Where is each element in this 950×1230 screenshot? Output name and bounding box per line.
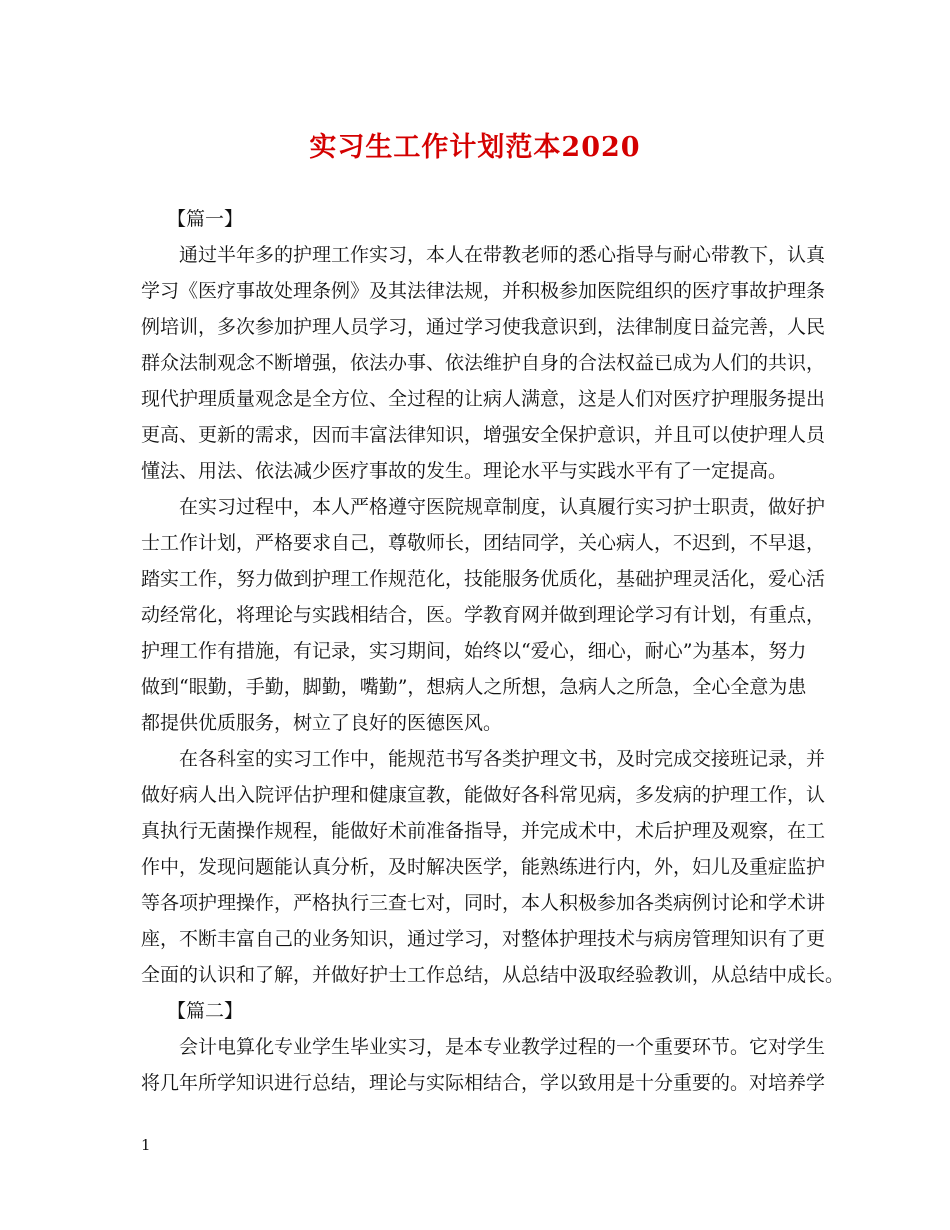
text-line: 学习《医疗事故处理条例》及其法律法规，并积极参加医院组织的医疗事故护理条 (141, 280, 826, 302)
text-line: 例培训，多次参加护理人员学习，通过学习使我意识到，法律制度日益完善，人民 (141, 316, 826, 338)
text-line: 会计电算化专业学生毕业实习，是本专业教学过程的一个重要环节。它对学生 (179, 1036, 826, 1058)
paragraph (141, 237, 826, 489)
text-line: 在各科室的实习工作中，能规范书写各类护理文书，及时完成交接班记录，并 (179, 748, 826, 770)
text-line: 全面的认识和了解，并做好护士工作总结，从总结中汲取经验教训，从总结中成长。 (141, 964, 845, 986)
text-line: 士工作计划，严格要求自己，尊敬师长，团结同学，关心病人，不迟到，不早退， (141, 532, 826, 554)
text-line: 座，不断丰富自己的业务知识，通过学习，对整体护理技术与病房管理知识有了更 (141, 928, 826, 950)
paragraph (141, 489, 826, 741)
document-body (141, 201, 845, 1101)
text-line: 懂法、用法、依法减少医疗事故的发生。理论水平与实践水平有了一定提高。 (141, 460, 788, 482)
text-line: 踏实工作，努力做到护理工作规范化，技能服务优质化，基础护理灵活化，爱心活 (141, 568, 826, 590)
section-heading-2: 【篇二】 (167, 1000, 244, 1022)
paragraph (141, 1029, 826, 1101)
text-line: 作中，发现问题能认真分析，及时解决医学，能熟练进行内，外，妇儿及重症监护 (141, 856, 826, 878)
text-line: 在实习过程中，本人严格遵守医院规章制度，认真履行实习护士职责，做好护 (179, 496, 826, 518)
text-line: 动经常化，将理论与实践相结合，医。学教育网并做到理论学习有计划，有重点， (141, 604, 826, 626)
document-title: 实习生工作计划范本2020 (309, 132, 641, 163)
text-line: 现代护理质量观念是全方位、全过程的让病人满意，这是人们对医疗护理服务提出 (141, 388, 826, 410)
section-heading-1: 【篇一】 (167, 208, 244, 230)
text-line: 做到“眼勤，手勤，脚勤，嘴勤”，想病人之所想，急病人之所急，全心全意为患 (141, 676, 807, 698)
text-line: 做好病人出入院评估护理和健康宣教，能做好各科常见病，多发病的护理工作，认 (141, 784, 826, 806)
text-line: 等各项护理操作，严格执行三查七对，同时，本人积极参加各类病例讨论和学术讲 (141, 892, 826, 914)
text-line: 通过半年多的护理工作实习，本人在带教老师的悉心指导与耐心带教下，认真 (179, 244, 826, 266)
text-line: 护理工作有措施，有记录，实习期间，始终以“爱心，细心，耐心”为基本，努力 (141, 640, 807, 662)
text-line: 都提供优质服务，树立了良好的医德医风。 (141, 712, 503, 734)
paragraph (141, 741, 845, 993)
text-line: 更高、更新的需求，因而丰富法律知识，增强安全保护意识，并且可以使护理人员 (141, 424, 826, 446)
text-line: 真执行无菌操作规程，能做好术前准备指导，并完成术中，术后护理及观察，在工 (141, 820, 826, 842)
text-line: 将几年所学知识进行总结，理论与实际相结合，学以致用是十分重要的。对培养学 (141, 1072, 826, 1094)
page-number: 1 (141, 1136, 151, 1154)
text-line: 群众法制观念不断增强，依法办事、依法维护自身的合法权益已成为人们的共识， (141, 352, 826, 374)
